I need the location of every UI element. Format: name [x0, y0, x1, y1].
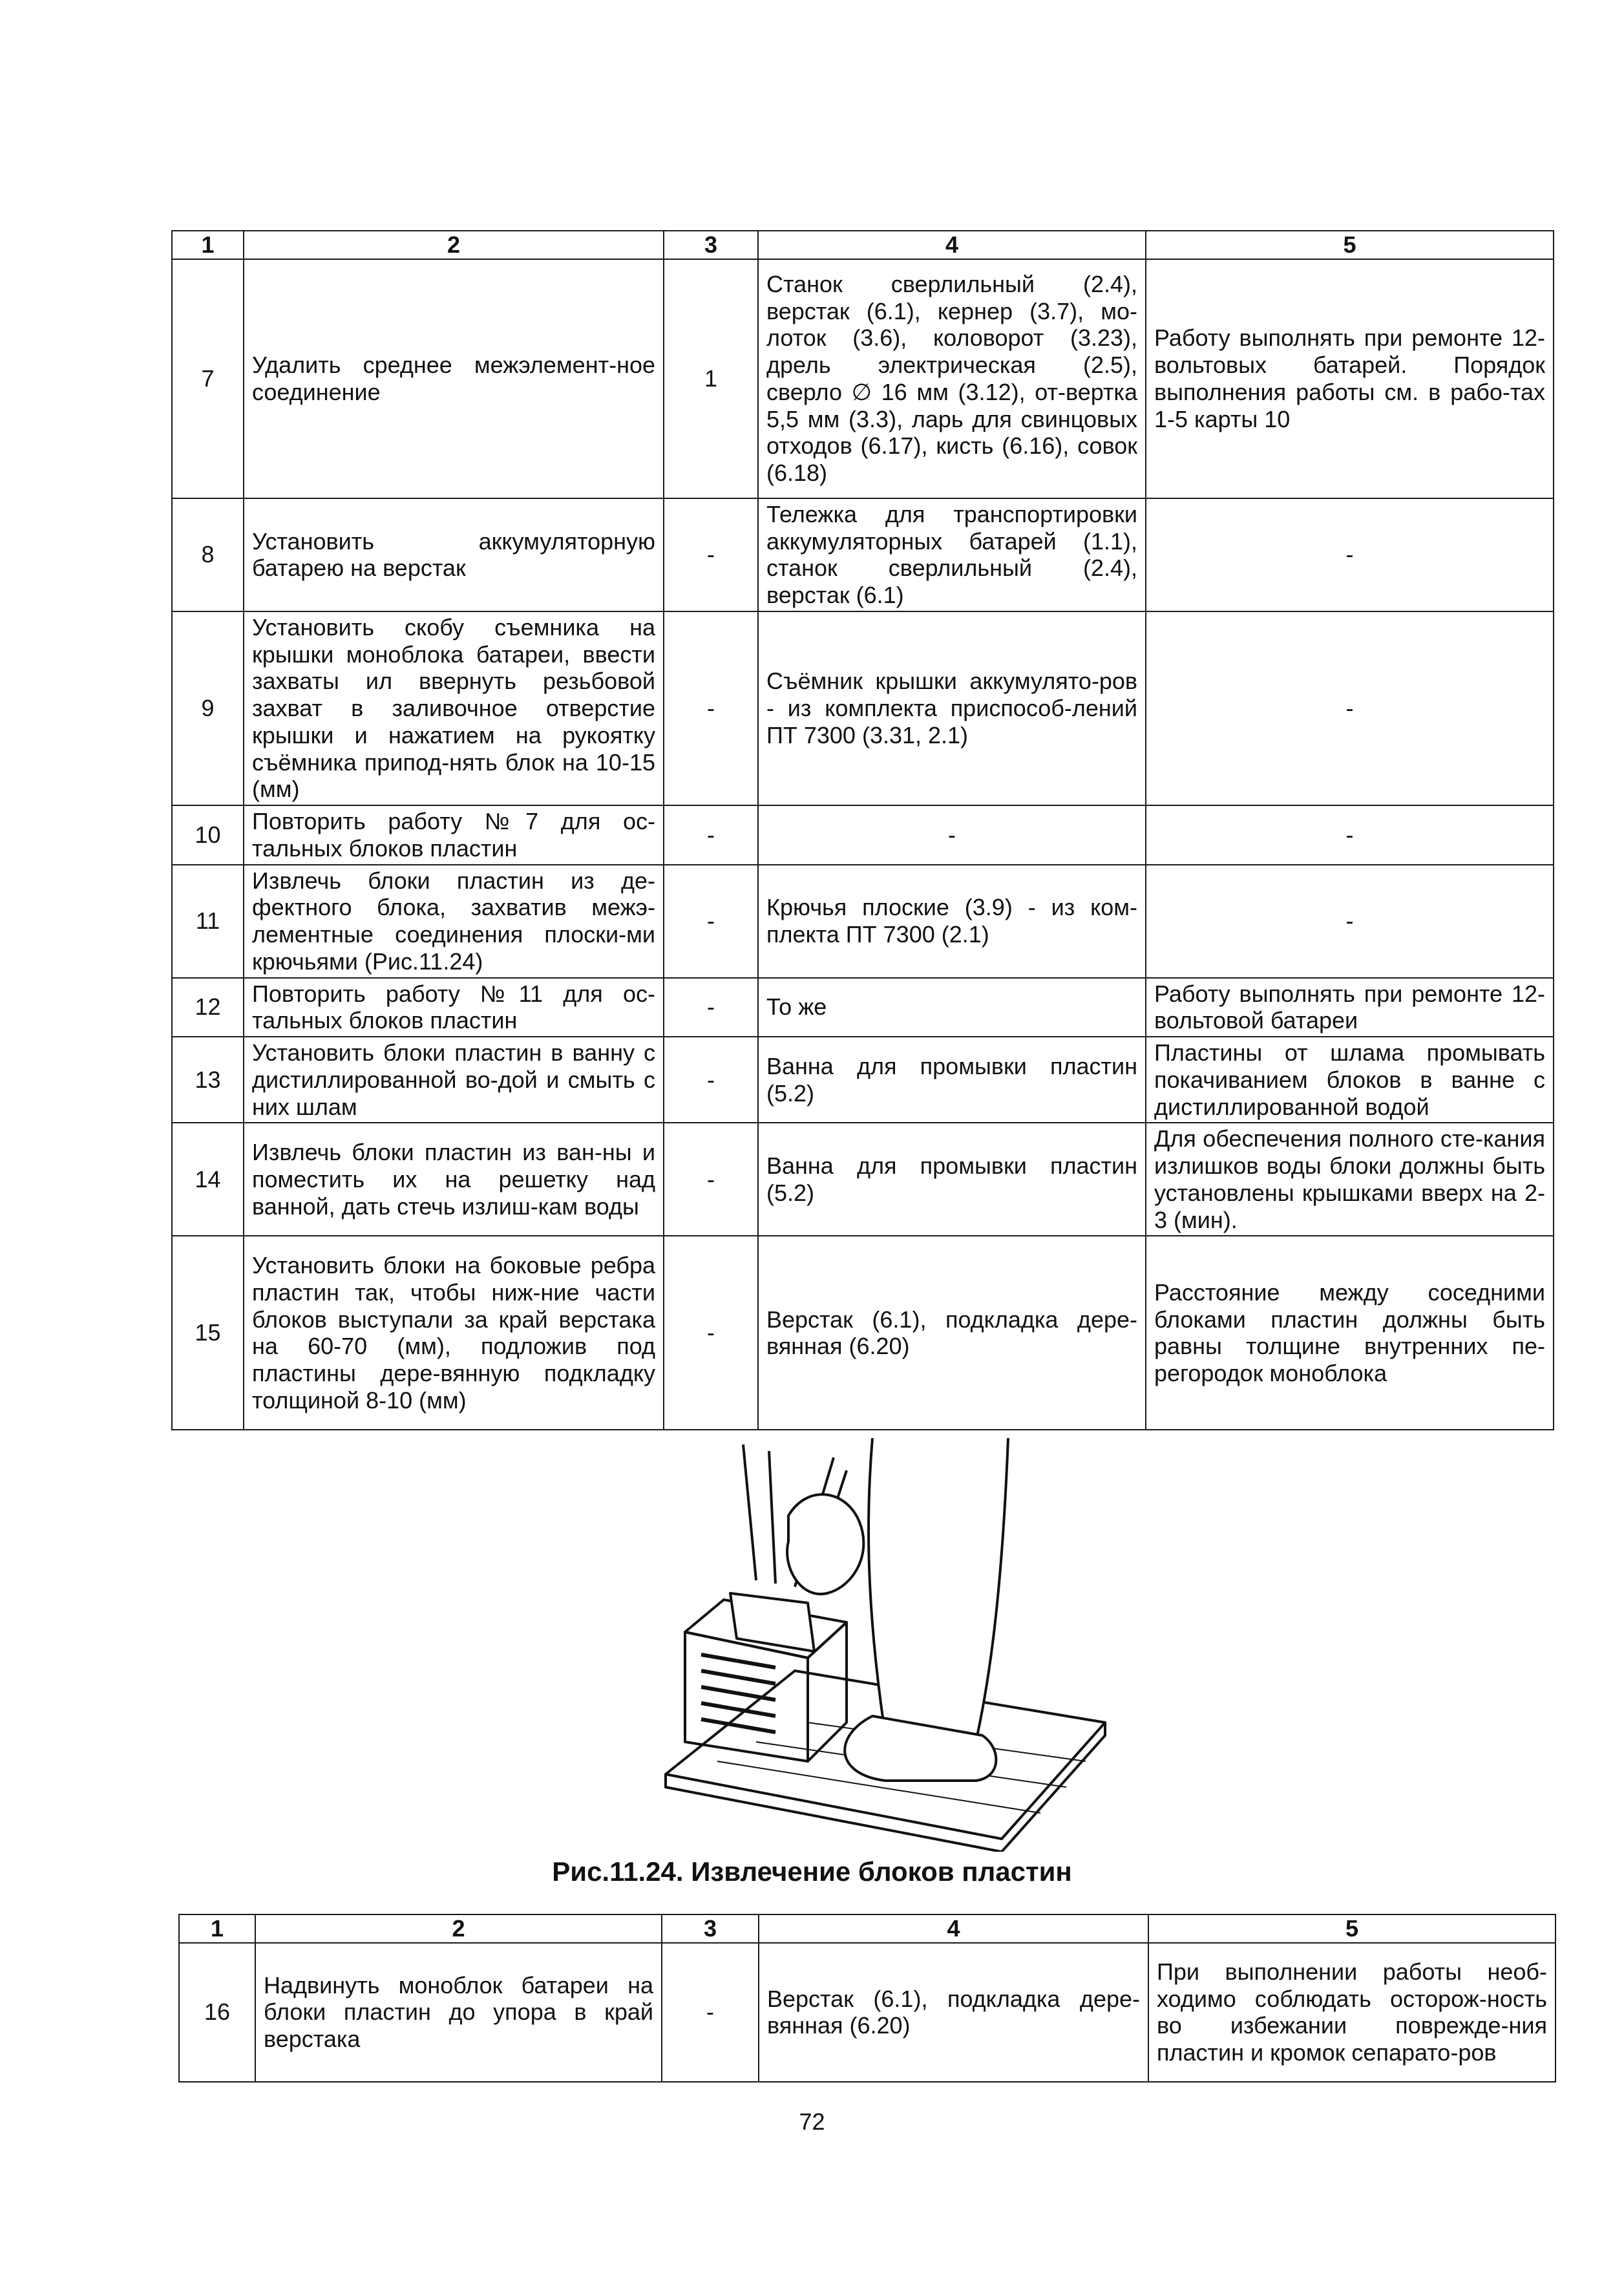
note-text: Расстояние между соседними блоками пластин должны быть равны толщине внутренних пе-регородок моноблока — [1146, 1236, 1554, 1430]
plate-block — [730, 1593, 814, 1651]
note-text: Работу выполнять при ремонте 12-вольтовых батарей. Порядок выполнения работы см. в рабо-тах 1-5 карты 10 — [1146, 259, 1554, 498]
note-text: - — [1146, 611, 1554, 805]
table-row — [172, 259, 1554, 498]
tools-text: Станок сверлильный (2.4), верстак (6.1), кернер (3.7), мо-лоток (3.6), коловорот (3.23), дрель электрическая (2.5), сверло ∅ 16 мм (3.12), от-вертка 5,5 мм (3.3), ларь для свинцовых отходов (6.17), кисть (6.16), совок (6.18) — [758, 259, 1146, 498]
tools-text: Крючья плоские (3.9) - из ком-плекта ПТ 7300 (2.1) — [758, 865, 1146, 978]
row-number: 16 — [179, 1943, 255, 2082]
operation-text: Установить аккумуляторную батарею на верстак — [244, 498, 664, 611]
battery-plate-extraction-figure — [640, 1438, 1118, 1852]
quantity: - — [664, 1236, 758, 1430]
row-number: 14 — [172, 1123, 244, 1236]
col-header-5: 5 — [1148, 1914, 1555, 1943]
note-text: - — [1146, 865, 1554, 978]
table-row — [172, 498, 1554, 611]
operation-text: Установить блоки пластин в ванну с дистиллированной во-дой и смыть с них шлам — [244, 1037, 664, 1123]
quantity: - — [664, 1123, 758, 1236]
operation-text: Установить блоки на боковые ребра пластин так, чтобы ниж-ние части блоков выступали за край верстака на 60-70 (мм), подложив под пластины дере-вянную подкладку толщиной 8-10 (мм) — [244, 1236, 664, 1430]
col-header-4: 4 — [759, 1914, 1148, 1943]
table-row — [172, 1236, 1554, 1430]
tools-text: Съёмник крышки аккумулято-ров - из комплекта приспособ-лений ПТ 7300 (3.31, 2.1) — [758, 611, 1146, 805]
operation-text: Извлечь блоки пластин из де-фектного блока, захватив межэ-лементные соединения плоски-ми крючьями (Рис.11.24) — [244, 865, 664, 978]
quantity: - — [664, 498, 758, 611]
col-header-1: 1 — [172, 231, 244, 259]
col-header-5: 5 — [1146, 231, 1554, 259]
tools-text: Верстак (6.1), подкладка дере-вянная (6.20) — [759, 1943, 1148, 2082]
leg — [869, 1438, 1008, 1742]
operation-text: Извлечь блоки пластин из ван-ны и поместить их на решетку над ванной, дать стечь излиш-кам воды — [244, 1123, 664, 1236]
col-header-3: 3 — [664, 231, 758, 259]
table-row — [172, 978, 1554, 1037]
table-row — [172, 805, 1554, 865]
tools-text: - — [758, 805, 1146, 865]
note-text: Для обеспечения полного сте-кания излишков воды блоки должны быть установлены крышками вверх на 2-3 (мин). — [1146, 1123, 1554, 1236]
row-number: 10 — [172, 805, 244, 865]
note-text: Пластины от шлама промывать покачиванием блоков в ванне с дистиллированной водой — [1146, 1037, 1554, 1123]
tools-text: Ванна для промывки пластин (5.2) — [758, 1123, 1146, 1236]
quantity: - — [664, 978, 758, 1037]
row-number: 7 — [172, 259, 244, 498]
row-number: 15 — [172, 1236, 244, 1430]
tools-text: То же — [758, 978, 1146, 1037]
note-text: При выполнении работы необ-ходимо соблюдать осторож-ность во избежании поврежде-ния пластин и кромок сепарато-ров — [1148, 1943, 1555, 2082]
quantity: - — [662, 1943, 759, 2082]
figure-caption: Рис.11.24. Извлечение блоков пластин — [552, 1856, 1072, 1887]
row-number: 8 — [172, 498, 244, 611]
operation-text: Установить скобу съемника на крышки моноблока батареи, ввести захваты ил ввернуть резьбовой захват в заливочное отверстие крышки и нажатием на рукоятку съёмника припод-нять блок на 10-15 (мм) — [244, 611, 664, 805]
quantity: - — [664, 805, 758, 865]
note-text: - — [1146, 805, 1554, 865]
tools-text: Верстак (6.1), подкладка дере-вянная (6.20) — [758, 1236, 1146, 1430]
row-number: 11 — [172, 865, 244, 978]
operations-table — [171, 230, 1554, 1430]
operation-text: Надвинуть моноблок батареи на блоки пластин до упора в край верстака — [255, 1943, 662, 2082]
hook-left — [743, 1445, 775, 1584]
col-header-3: 3 — [662, 1914, 759, 1943]
table-header-row — [172, 231, 1554, 259]
quantity: - — [664, 611, 758, 805]
operations-table-continued — [178, 1914, 1556, 2083]
quantity: - — [664, 1037, 758, 1123]
table-row — [172, 611, 1554, 805]
tools-text: Ванна для промывки пластин (5.2) — [758, 1037, 1146, 1123]
col-header-2: 2 — [244, 231, 664, 259]
note-text: - — [1146, 498, 1554, 611]
row-number: 13 — [172, 1037, 244, 1123]
hand — [787, 1494, 863, 1594]
table-row — [179, 1943, 1555, 2082]
operation-text: Удалить среднее межэлемент-ное соединение — [244, 259, 664, 498]
page-number: 72 — [799, 2108, 825, 2135]
operation-text: Повторить работу №7 для ос-тальных блоков пластин — [244, 805, 664, 865]
table-row — [172, 1037, 1554, 1123]
row-number: 9 — [172, 611, 244, 805]
table-row — [172, 865, 1554, 978]
table-header-row — [179, 1914, 1555, 1943]
battery-ribs — [701, 1655, 775, 1732]
row-number: 12 — [172, 978, 244, 1037]
operation-text: Повторить работу №11 для ос-тальных блоков пластин — [244, 978, 664, 1037]
note-text: Работу выполнять при ремонте 12-вольтовой батареи — [1146, 978, 1554, 1037]
col-header-1: 1 — [179, 1914, 255, 1943]
tools-text: Тележка для транспортировки аккумуляторных батарей (1.1), станок сверлильный (2.4), верстак (6.1) — [758, 498, 1146, 611]
col-header-4: 4 — [758, 231, 1146, 259]
col-header-2: 2 — [255, 1914, 662, 1943]
quantity: 1 — [664, 259, 758, 498]
table-row — [172, 1123, 1554, 1236]
quantity: - — [664, 865, 758, 978]
